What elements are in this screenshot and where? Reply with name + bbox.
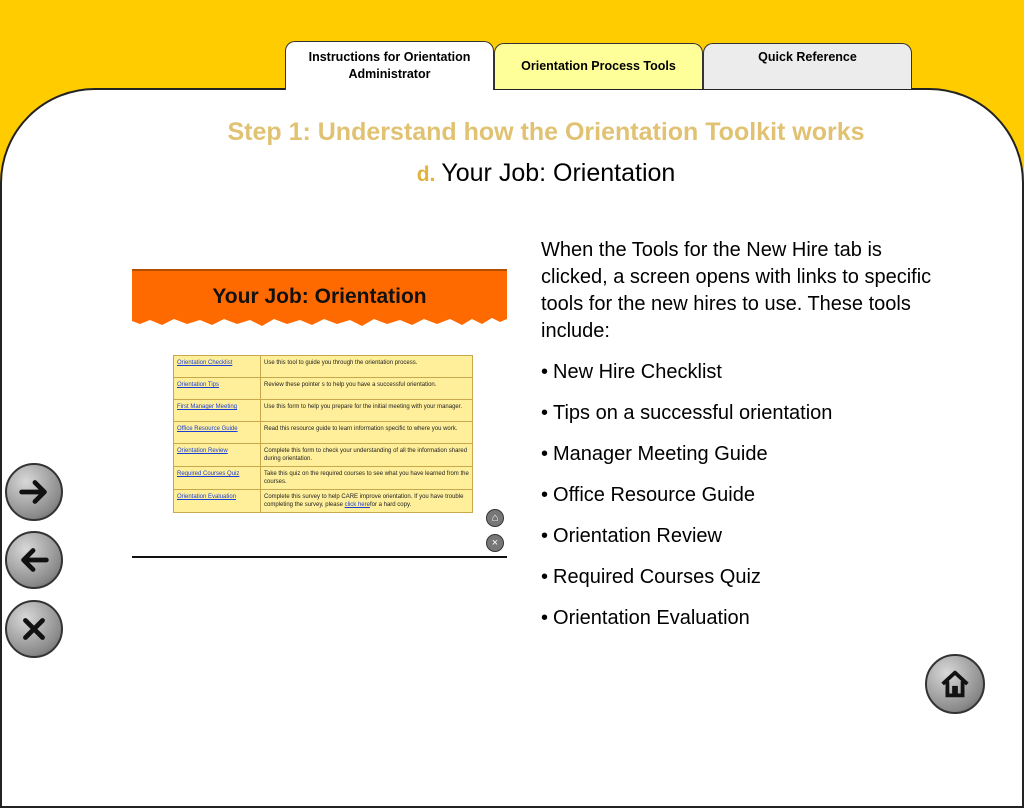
table-row — [174, 444, 473, 467]
tab-tools-label: Orientation Process Tools — [521, 59, 676, 73]
subtitle-text: Your Job: Orientation — [441, 159, 676, 187]
arrow-left-icon — [15, 541, 53, 579]
home-button[interactable] — [925, 654, 985, 714]
list-item: • Orientation Evaluation — [541, 605, 941, 632]
tool-description-text: Review these pointer s to help you have a successful orientation. — [264, 382, 437, 388]
tool-description-text: Complete this form to check your understanding of all the information shared during orientation. — [264, 448, 468, 462]
tool-link[interactable]: Office Resource Guide — [174, 422, 261, 444]
close-icon — [15, 610, 53, 648]
tool-description-text: Use this form to help you prepare for the initial meeting with your manager. — [264, 404, 463, 410]
exit-button[interactable] — [5, 600, 63, 658]
preview-close-icon: × — [486, 534, 504, 552]
tool-description — [261, 378, 473, 400]
list-item: • Office Resource Guide — [541, 482, 941, 509]
preview-divider — [132, 556, 507, 558]
subtitle-letter: d. — [416, 163, 436, 186]
preview-banner-title: Your Job: Orientation — [212, 285, 427, 308]
tab-instructions-label: Instructions for Orientation Administrator — [308, 50, 471, 81]
list-item: • Manager Meeting Guide — [541, 441, 941, 468]
page-subtitle — [0, 159, 1024, 188]
click-here-link[interactable]: click here — [344, 502, 370, 508]
table-row — [174, 378, 473, 400]
back-button[interactable] — [5, 531, 63, 589]
table-row — [174, 467, 473, 490]
list-item: • New Hire Checklist — [541, 359, 941, 386]
list-item: • Orientation Review — [541, 523, 941, 550]
tab-instructions[interactable] — [285, 41, 494, 90]
preview-home-icon: ⌂ — [486, 509, 504, 527]
table-row — [174, 356, 473, 378]
description-intro: When the Tools for the New Hire tab is clicked, a screen opens with links to specific tools for the new hires to use. These tools include: — [541, 239, 932, 342]
tool-link[interactable]: First Manager Meeting — [174, 400, 261, 422]
table-row — [174, 490, 473, 513]
tool-description — [261, 444, 473, 467]
tool-link[interactable]: Orientation Evaluation — [174, 490, 261, 513]
tool-description-text: Use this tool to guide you through the orientation process. — [264, 360, 418, 366]
tool-description — [261, 356, 473, 378]
tool-description-text: Take this quiz on the required courses to see what you have learned from the courses. — [264, 471, 469, 485]
screenshot-preview — [132, 269, 507, 558]
list-item: • Tips on a successful orientation — [541, 400, 941, 427]
tool-description-text: Complete this survey to help CARE improve orientation. If you have trouble completing the survey, please — [264, 494, 464, 508]
tool-description — [261, 490, 473, 513]
tool-description — [261, 422, 473, 444]
tool-description-text: for a hard copy. — [369, 502, 412, 508]
tool-list — [541, 359, 941, 632]
tool-link[interactable]: Orientation Tips — [174, 378, 261, 400]
table-row — [174, 400, 473, 422]
arrow-right-icon — [15, 473, 53, 511]
tool-link[interactable]: Required Courses Quiz — [174, 467, 261, 490]
tool-link[interactable]: Orientation Checklist — [174, 356, 261, 378]
table-row — [174, 422, 473, 444]
tool-description-text: Read this resource guide to learn information specific to where you work. — [264, 426, 458, 432]
tab-quick-label: Quick Reference — [758, 50, 857, 64]
tool-description — [261, 467, 473, 490]
tool-link[interactable]: Orientation Review — [174, 444, 261, 467]
preview-tools-table — [173, 355, 473, 513]
tool-description — [261, 400, 473, 422]
tab-orientation-process-tools[interactable] — [494, 43, 703, 89]
description — [541, 237, 941, 632]
page-title: Step 1: Understand how the Orientation Toolkit works — [227, 118, 865, 146]
next-button[interactable] — [5, 463, 63, 521]
home-icon — [936, 665, 974, 703]
list-item: • Required Courses Quiz — [541, 564, 941, 591]
tab-quick-reference[interactable] — [703, 43, 912, 89]
